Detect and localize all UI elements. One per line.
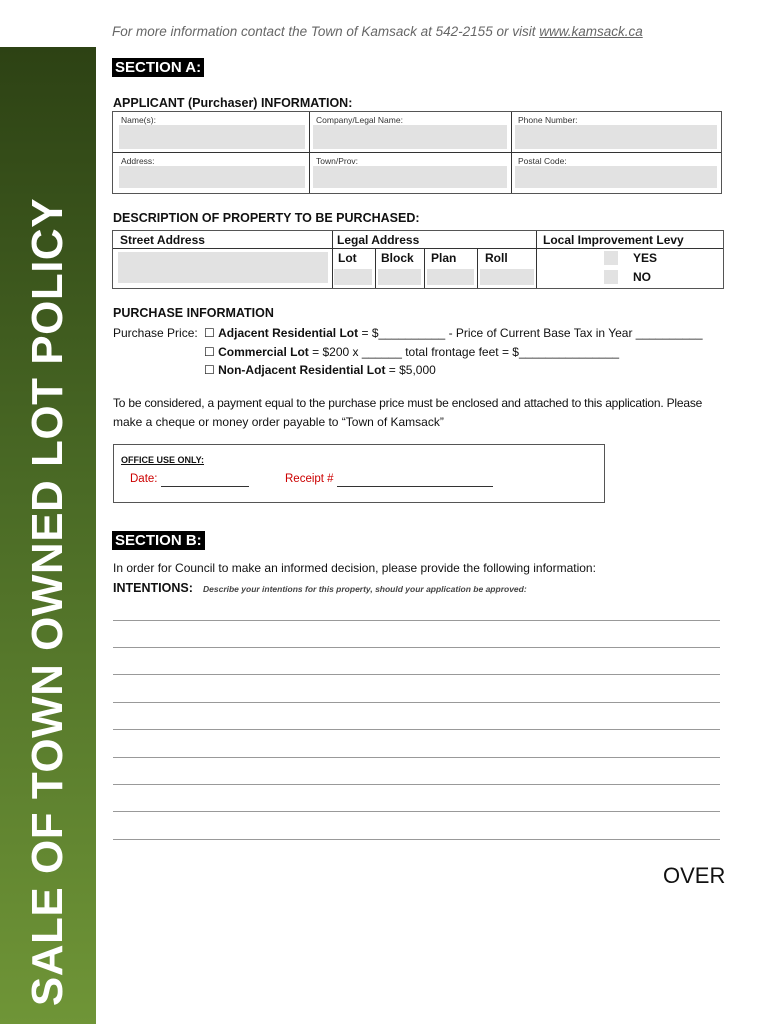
option-commercial-formula: = $200 x ______ total frontage feet = $_______________ (308, 345, 620, 359)
option-nonadjacent-formula: = $5,000 (385, 363, 436, 377)
levy-yes-label: YES (633, 251, 658, 265)
company-input[interactable] (313, 125, 507, 149)
website-link[interactable]: www.kamsack.ca (539, 24, 643, 39)
option-commercial-label: Commercial Lot (218, 345, 309, 359)
intentions-line[interactable] (113, 702, 720, 703)
intentions-line[interactable] (113, 784, 720, 785)
intentions-line[interactable] (113, 647, 720, 648)
plan-input[interactable] (427, 269, 474, 285)
address-input[interactable] (119, 166, 305, 188)
sidebar-title: SALE OF TOWN OWNED LOT POLICY (23, 197, 72, 1007)
office-use-title: OFFICE USE ONLY: (121, 455, 205, 465)
intentions-label: INTENTIONS: (113, 581, 193, 595)
intentions-line[interactable] (113, 839, 720, 840)
block-header: Block (381, 251, 414, 265)
intentions-line[interactable] (113, 620, 720, 621)
address-label: Address: (121, 156, 155, 166)
postal-label: Postal Code: (518, 156, 567, 166)
option-adjacent-formula: = $__________ - Price of Current Base Tax in Year __________ (358, 326, 703, 340)
lot-header: Lot (338, 251, 357, 265)
plan-header: Plan (431, 251, 457, 265)
levy-header: Local Improvement Levy (543, 233, 684, 247)
roll-header: Roll (485, 251, 508, 265)
names-input[interactable] (119, 125, 305, 149)
legal-address-header: Legal Address (337, 233, 420, 247)
header-note-text: For more information contact the Town of Kamsack at 542-2155 or visit (112, 24, 540, 39)
payment-note-line-1: To be considered, a payment equal to the purchase price must be enclosed and attached to this application. Please (113, 396, 703, 410)
phone-label: Phone Number: (518, 115, 578, 125)
intentions-line[interactable] (113, 674, 720, 675)
town-input[interactable] (313, 166, 507, 188)
intentions-hint: Describe your intentions for this property, should your application be approved: (203, 584, 527, 594)
company-label: Company/Legal Name: (316, 115, 403, 125)
intentions-line[interactable] (113, 729, 720, 730)
intentions-line[interactable] (113, 757, 720, 758)
option-nonadjacent-label: Non-Adjacent Residential Lot (218, 363, 386, 377)
checkbox-icon[interactable]: ☐ (204, 363, 215, 377)
levy-no-checkbox[interactable] (604, 270, 618, 284)
names-label: Name(s): (121, 115, 156, 125)
checkbox-icon[interactable]: ☐ (204, 345, 215, 359)
property-table (112, 230, 724, 289)
applicant-table (112, 111, 722, 194)
payment-note-line-2: make a cheque or money order payable to “Town of Kamsack” (113, 415, 444, 429)
purchase-price-label: Purchase Price: (113, 326, 198, 340)
town-label: Town/Prov: (316, 156, 359, 166)
office-use-box (113, 444, 605, 503)
levy-yes-checkbox[interactable] (604, 251, 618, 265)
purchase-heading: PURCHASE INFORMATION (113, 306, 274, 320)
applicant-heading: APPLICANT (Purchaser) INFORMATION: (113, 96, 353, 110)
receipt-line[interactable] (337, 486, 493, 487)
receipt-label: Receipt # (285, 473, 334, 485)
date-label: Date: (130, 473, 158, 485)
option-adjacent-label: Adjacent Residential Lot (218, 326, 359, 340)
section-b-label: SECTION B: (112, 531, 205, 550)
lot-input[interactable] (334, 269, 372, 285)
roll-input[interactable] (480, 269, 534, 285)
street-address-input[interactable] (118, 252, 328, 283)
section-a-label: SECTION A: (112, 58, 204, 77)
intentions-line[interactable] (113, 811, 720, 812)
property-heading: DESCRIPTION OF PROPERTY TO BE PURCHASED: (113, 211, 420, 225)
checkbox-icon[interactable]: ☐ (204, 326, 215, 340)
phone-input[interactable] (515, 125, 717, 149)
street-address-header: Street Address (120, 233, 205, 247)
sidebar-banner (0, 47, 96, 1024)
block-input[interactable] (378, 269, 421, 285)
date-line[interactable] (161, 486, 249, 487)
postal-input[interactable] (515, 166, 717, 188)
purchase-option-nonadjacent[interactable] (204, 363, 436, 377)
purchase-option-adjacent[interactable] (204, 326, 703, 340)
over-label: OVER (663, 863, 726, 888)
levy-no-label: NO (633, 270, 651, 284)
section-b-intro: In order for Council to make an informed decision, please provide the following information: (113, 561, 596, 575)
purchase-option-commercial[interactable] (204, 345, 619, 359)
header-note (112, 24, 643, 39)
